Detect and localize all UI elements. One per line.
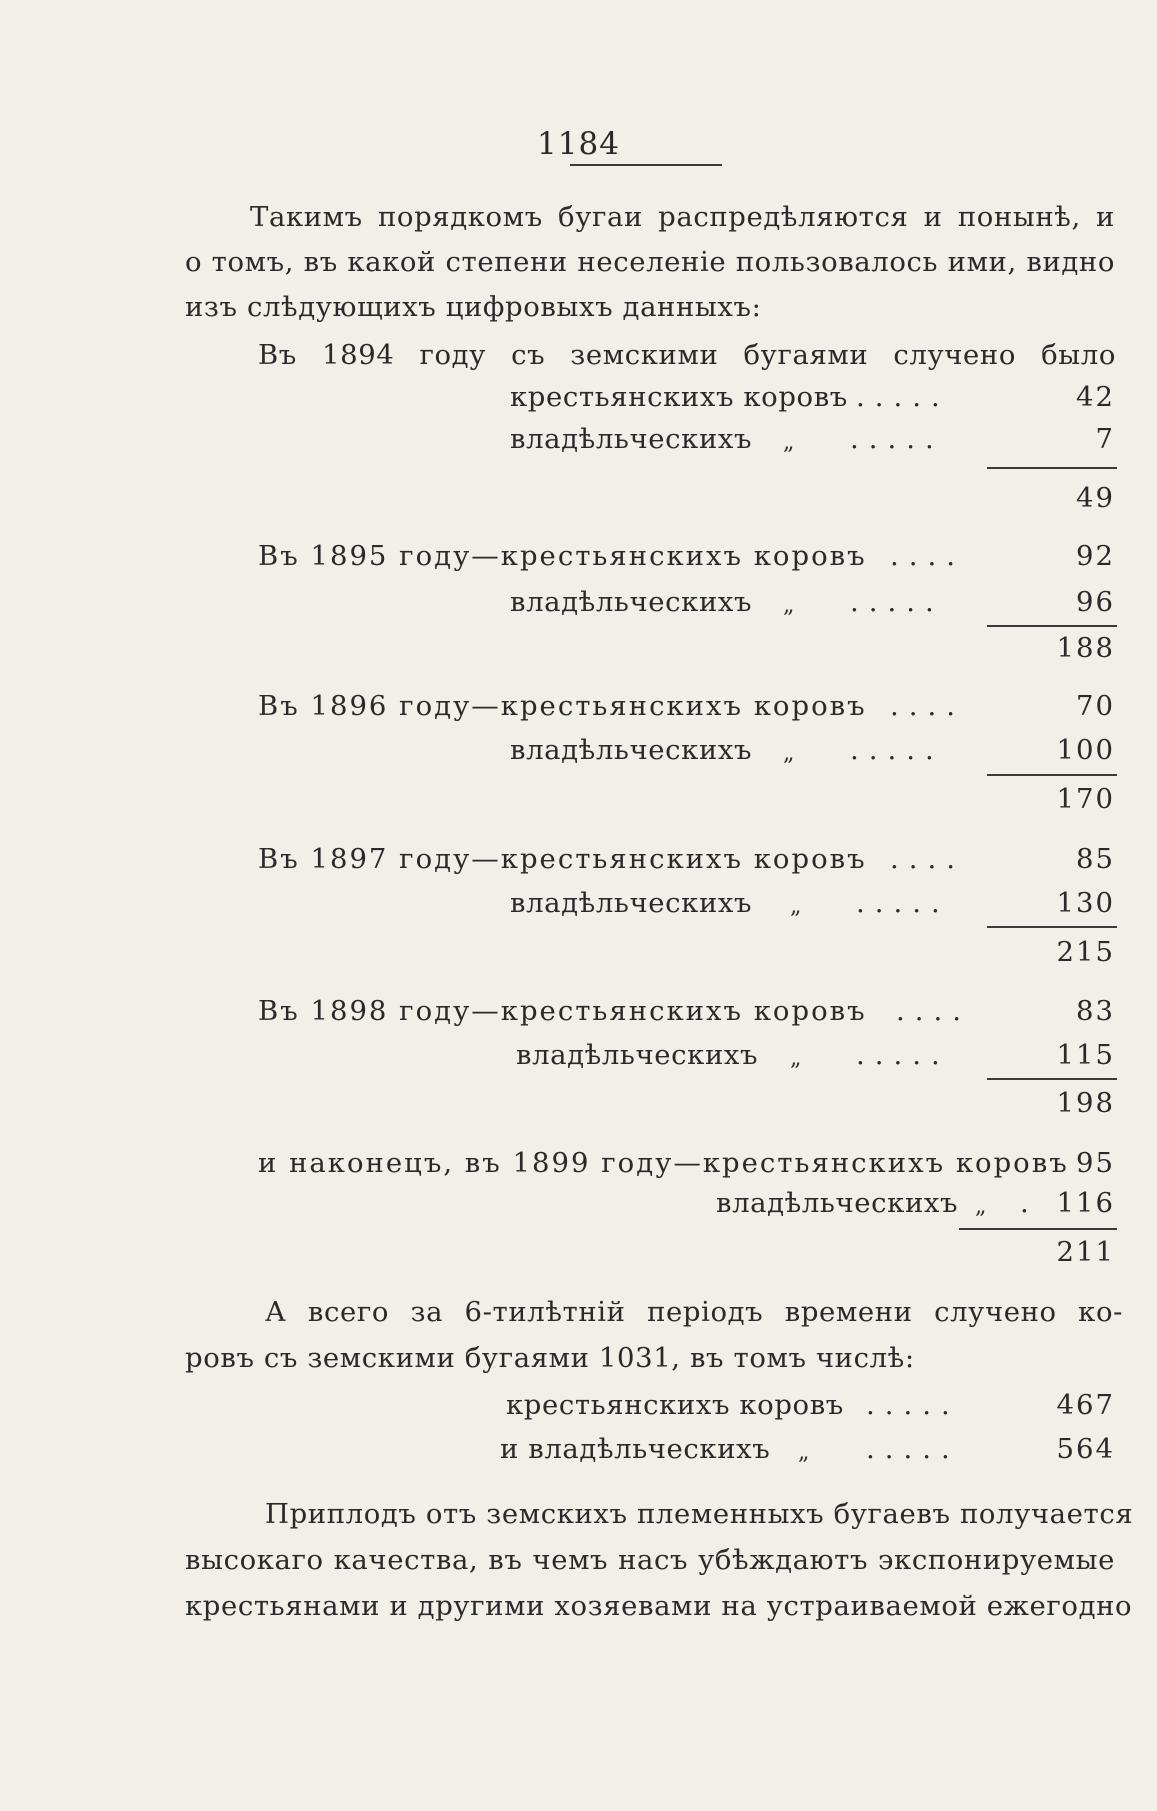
year-1898-dots-1: .... [896,995,971,1027]
closing-line-1: Приплодъ отъ земскихъ племенныхъ бугаевъ получается [265,1498,1134,1530]
year-1899-lead: и наконецъ, въ 1899 году—крестьянскихъ коровъ [258,1147,1069,1179]
year-1897-sum-rule [987,926,1117,928]
year-1898-total: 198 [1056,1087,1115,1119]
year-1896-dots-2: ..... [850,734,944,766]
summary-owner-label: и владѣльческихъ [500,1433,771,1465]
year-1897-total: 215 [1056,936,1115,968]
year-1896-lead: Въ 1896 году—крестьянскихъ коровъ [258,690,867,722]
year-1895-dots-1: .... [890,540,965,572]
year-1899-dot: . [1020,1187,1039,1219]
year-1897-dots-1: .... [890,843,965,875]
year-1895-lead: Въ 1895 году—крестьянскихъ коровъ [258,540,867,572]
summary-ditto: „ [798,1440,810,1465]
year-1894-dots-1: ..... [856,381,950,413]
year-1895-owner-value: 96 [1076,586,1115,618]
year-1896-dots-1: .... [890,690,965,722]
intro-line-3: изъ слѣдующихъ цифровыхъ данныхъ: [185,291,762,323]
year-1897-ditto: „ [790,894,802,919]
year-1899-owner-label: владѣльческихъ [716,1187,959,1219]
year-1894-total: 49 [1076,482,1115,514]
year-1898-owner-value: 115 [1056,1039,1115,1071]
year-1898-peasant-value: 83 [1076,995,1115,1027]
year-1898-owner-label: владѣльческихъ [516,1039,759,1071]
year-1895-dots-2: ..... [850,586,944,618]
year-1896-owner-label: владѣльческихъ [510,734,753,766]
year-1897-peasant-value: 85 [1076,843,1115,875]
year-1896-owner-value: 100 [1056,734,1115,766]
year-1899-ditto: „ [975,1194,987,1219]
year-1894-dots-2: ..... [850,423,944,455]
year-1895-ditto: „ [783,593,795,618]
year-1898-dots-2: ..... [856,1039,950,1071]
year-1899-total: 211 [1056,1236,1115,1268]
summary-peasant-value: 467 [1056,1389,1115,1421]
year-1898-ditto: „ [790,1046,802,1071]
year-1898-lead: Въ 1898 году—крестьянскихъ коровъ [258,995,867,1027]
year-1895-sum-rule [987,625,1117,627]
closing-line-2: высокаго качества, въ чемъ насъ убѣждаютъ экспонируемые [185,1544,1115,1576]
year-1894-owner-value: 7 [1095,423,1115,455]
summary-peasant-label: крестьянскихъ коровъ [506,1389,844,1421]
intro-line-1: Такимъ порядкомъ бугаи распредѣляются и понынѣ, и [250,201,1115,233]
year-1899-sum-rule [959,1228,1117,1230]
year-1895-total: 188 [1056,632,1115,664]
summary-line-2: ровъ съ земскими бугаями 1031, въ томъ числѣ: [185,1342,915,1374]
intro-line-2: о томъ, въ какой степени неселеніе пользовалось ими, видно [185,246,1115,278]
summary-owner-value: 564 [1056,1433,1115,1465]
summary-dots-1: ..... [866,1389,960,1421]
year-1896-sum-rule [987,774,1117,776]
page-number-rule [570,164,722,166]
summary-line-1: А всего за 6-тилѣтній періодъ времени случено ко- [265,1296,1123,1328]
year-1894-peasant-label: крестьянскихъ коровъ [510,381,848,413]
year-1896-ditto: „ [783,741,795,766]
year-1895-owner-label: владѣльческихъ [510,586,753,618]
year-1894-lead: Въ 1894 году съ земскими бугаями случено было [258,339,1116,371]
year-1896-total: 170 [1056,783,1115,815]
summary-dots-2: ..... [866,1433,960,1465]
year-1897-owner-label: владѣльческихъ [510,887,753,919]
year-1897-dots-2: ..... [856,887,950,919]
year-1896-peasant-value: 70 [1076,690,1115,722]
year-1894-peasant-value: 42 [1076,381,1115,413]
year-1894-ditto: „ [783,430,795,455]
year-1897-owner-value: 130 [1056,887,1115,919]
year-1899-owner-value: 116 [1056,1187,1115,1219]
year-1894-owner-label: владѣльческихъ [510,423,753,455]
year-1895-peasant-value: 92 [1076,540,1115,572]
page-number: 1184 [537,126,620,162]
year-1894-sum-rule [987,467,1117,469]
year-1899-peasant-value: 95 [1076,1147,1115,1179]
closing-line-3: крестьянами и другими хозяевами на устраиваемой ежегодно [185,1590,1133,1622]
year-1898-sum-rule [987,1078,1117,1080]
year-1897-lead: Въ 1897 году—крестьянскихъ коровъ [258,843,867,875]
